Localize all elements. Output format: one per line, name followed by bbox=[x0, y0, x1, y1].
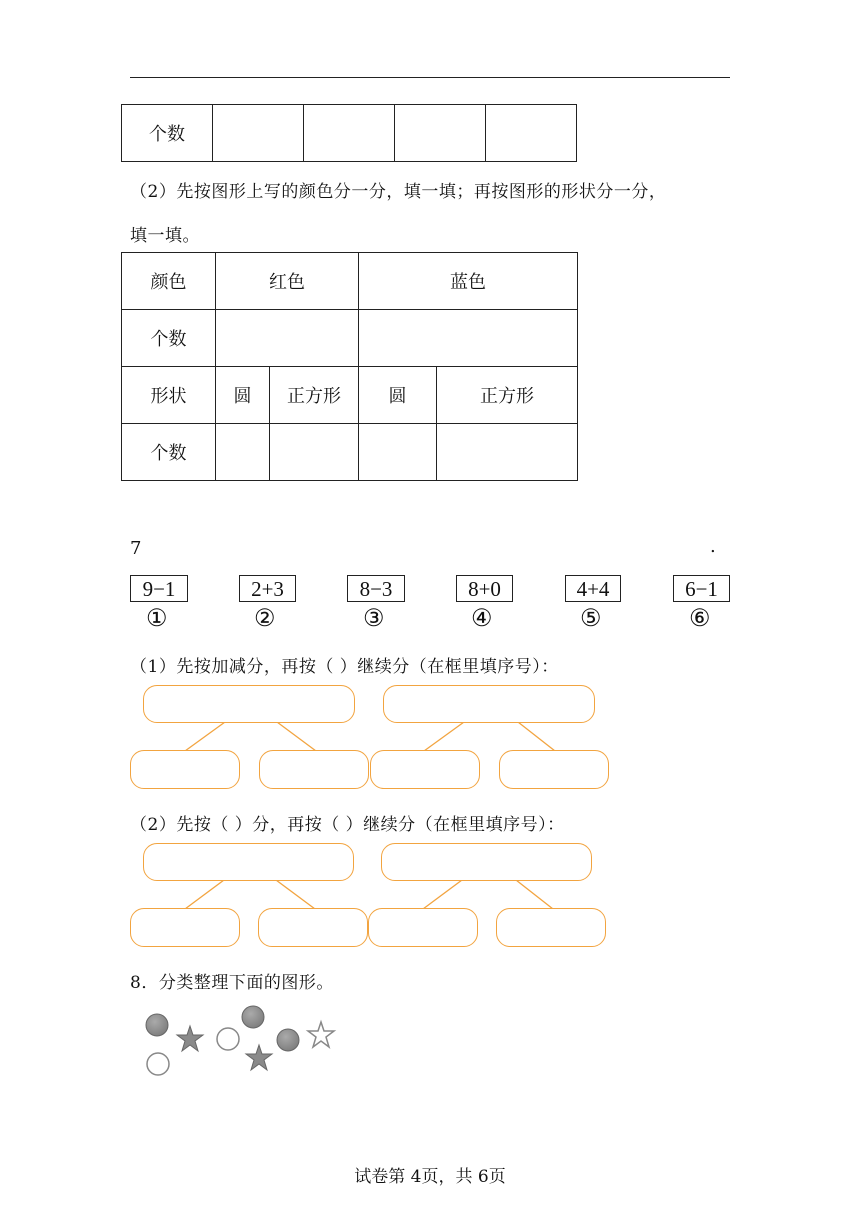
answer-box-add[interactable] bbox=[143, 685, 355, 723]
expression-box-3: 8−3 bbox=[347, 575, 405, 602]
color-header: 颜色 bbox=[122, 253, 216, 310]
page-footer: 试卷第 4页，共 6页 bbox=[354, 1167, 506, 1187]
filled-star-icon bbox=[246, 1045, 272, 1070]
hollow-star-icon bbox=[308, 1022, 334, 1047]
answer-box-sub-5[interactable] bbox=[130, 908, 240, 947]
answer-box-sub-2[interactable] bbox=[259, 750, 369, 789]
label-5: ⑤ bbox=[580, 604, 602, 632]
q7-2-instruction-line1: （2）先按图形上写的颜色分一分，填一填；再按图形的形状分一分， bbox=[130, 182, 667, 202]
answer-box-sub-7[interactable] bbox=[368, 908, 478, 947]
expression-box-5: 4+4 bbox=[565, 575, 621, 602]
q7-part2-instruction: （2）先按（ ）分，再按（ ）继续分（在框里填序号）： bbox=[130, 815, 565, 835]
label-3: ③ bbox=[363, 604, 385, 632]
red-circle-header: 圆 bbox=[216, 367, 270, 424]
expression-box-2: 2+3 bbox=[239, 575, 296, 602]
blue-circle-header: 圆 bbox=[359, 367, 437, 424]
answer-box-sub-3[interactable] bbox=[370, 750, 480, 789]
answer-box-subtract[interactable] bbox=[383, 685, 595, 723]
q8-title: 8．分类整理下面的图形。 bbox=[130, 973, 334, 993]
color-count-label: 个数 bbox=[122, 310, 216, 367]
shape-header: 形状 bbox=[122, 367, 216, 424]
q7-number: 7 bbox=[130, 538, 142, 559]
red-header: 红色 bbox=[216, 253, 359, 310]
hollow-circle-icon bbox=[147, 1053, 169, 1075]
filled-circle-icon bbox=[277, 1029, 299, 1051]
red-square-header: 正方形 bbox=[270, 367, 359, 424]
label-4: ④ bbox=[471, 604, 493, 632]
answer-box-group-1[interactable] bbox=[143, 843, 354, 881]
expression-box-1: 9−1 bbox=[130, 575, 188, 602]
q7-dot: . bbox=[710, 536, 716, 557]
answer-box-group-2[interactable] bbox=[381, 843, 592, 881]
answer-box-sub-1[interactable] bbox=[130, 750, 240, 789]
expression-box-4: 8+0 bbox=[456, 575, 513, 602]
filled-circle-icon bbox=[146, 1014, 168, 1036]
label-1: ① bbox=[146, 604, 168, 632]
shapes-figure bbox=[138, 1002, 348, 1082]
filled-circle-icon bbox=[242, 1006, 264, 1028]
answer-box-sub-6[interactable] bbox=[258, 908, 368, 947]
blue-square-header: 正方形 bbox=[437, 367, 578, 424]
label-2: ② bbox=[254, 604, 276, 632]
q7-part1-instruction: （1）先按加减分，再按（ ）继续分（在框里填序号）： bbox=[130, 657, 559, 677]
answer-box-sub-4[interactable] bbox=[499, 750, 609, 789]
expression-box-6: 6−1 bbox=[673, 575, 730, 602]
shape-count-label: 个数 bbox=[122, 424, 216, 481]
filled-star-icon bbox=[177, 1026, 203, 1051]
q7-2-instruction-line2: 填一填。 bbox=[130, 226, 200, 246]
blue-header: 蓝色 bbox=[359, 253, 578, 310]
label-6: ⑥ bbox=[689, 604, 711, 632]
hollow-circle-icon bbox=[217, 1028, 239, 1050]
count-row-label: 个数 bbox=[122, 105, 213, 162]
answer-box-sub-8[interactable] bbox=[496, 908, 606, 947]
